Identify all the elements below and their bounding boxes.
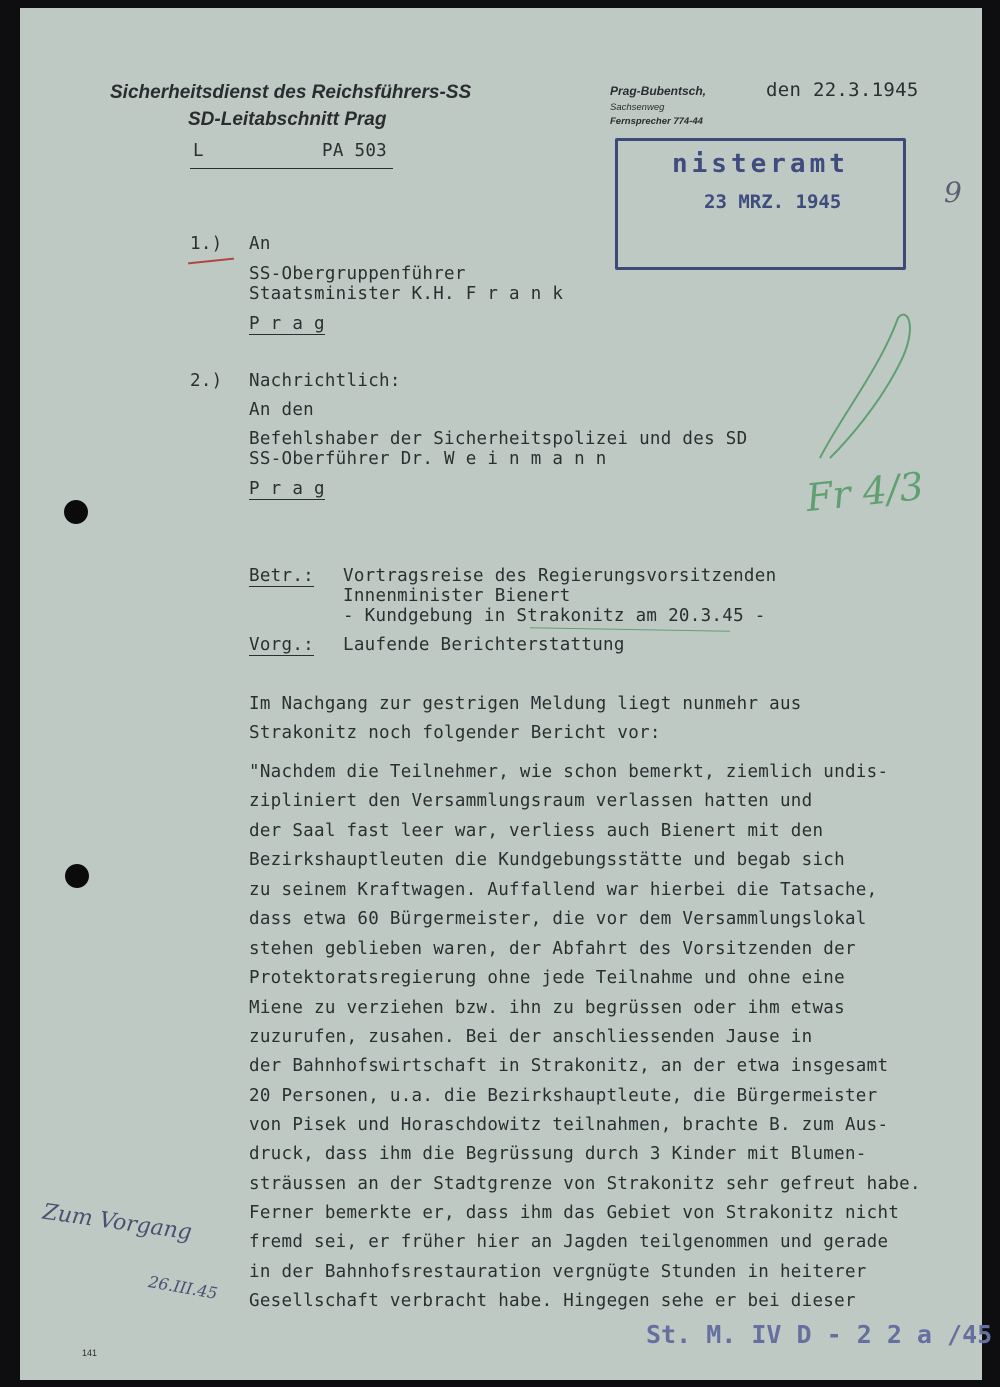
report-line: Protektoratsregierung ohne jede Teilnahme und ohne eine — [249, 968, 845, 988]
recipient1-an: An — [249, 234, 271, 254]
recipient1-rank: SS-Obergruppenführer — [249, 264, 466, 284]
betr-label: Betr.: — [249, 566, 315, 586]
report-line: in der Bahnhofsrestauration vergnügte Stunden in heiterer — [249, 1262, 867, 1282]
receipt-stamp — [615, 138, 906, 270]
recipient2-label: Nachrichtlich: — [249, 371, 401, 391]
intro-line: Strakonitz noch folgender Bericht vor: — [249, 723, 661, 743]
report-line: Miene zu verziehen bzw. ihn zu begrüssen oder ihm etwas — [249, 998, 845, 1018]
report-line: zuzurufen, zusahen. Bei der anschliessenden Jause in — [249, 1027, 813, 1047]
report-line: stehen geblieben waren, der Abfahrt des Vorsitzenden der — [249, 939, 856, 959]
report-line: Ferner bemerkte er, dass ihm das Gebiet von Strakonitz nicht — [249, 1203, 900, 1223]
report-line: Gesellschaft verbracht habe. Hingegen sehe er bei dieser — [249, 1291, 856, 1311]
recipient2-office: Befehlshaber der Sicherheitspolizei und des SD — [249, 429, 748, 449]
green-initials: Fr 4/3 — [804, 463, 926, 521]
letterhead-line2: SD-Leitabschnitt Prag — [188, 109, 387, 130]
report-line: "Nachdem die Teilnehmer, wie schon bemerkt, ziemlich undis- — [249, 762, 889, 782]
margin-note-line1: Zum Vorgang — [40, 1199, 194, 1246]
vorg-label: Vorg.: — [249, 635, 315, 655]
sender-city: Prag-Bubentsch, — [610, 84, 707, 98]
page-number: 9 — [944, 176, 962, 209]
sender-phone: Fernsprecher 774-44 — [610, 116, 703, 127]
green-pencil-mark — [780, 308, 930, 558]
letter-date: den 22.3.1945 — [766, 79, 919, 101]
intro-line: Im Nachgang zur gestrigen Meldung liegt nunmehr aus — [249, 694, 802, 714]
green-underline — [530, 627, 730, 631]
archive-reference: St. M. IV D - 2 2 a /45 — [646, 1320, 993, 1349]
report-line: 20 Personen, u.a. die Bezirkshauptleute, die Bürgermeister — [249, 1086, 878, 1106]
stamp-office: nisteramt — [672, 149, 849, 179]
vorg-text: Laufende Berichterstattung — [343, 635, 625, 655]
letterhead-line1: Sicherheitsdienst des Reichsführers-SS — [110, 82, 472, 103]
recipient1-city: P r a g — [249, 314, 325, 334]
report-line: dass etwa 60 Bürgermeister, die vor dem Versammlungslokal — [249, 909, 867, 929]
stamp-date: 23 MRZ. 1945 — [704, 191, 842, 213]
reference-l: L — [193, 141, 204, 161]
recipient1-number: 1.) — [190, 234, 223, 254]
recipient2-number: 2.) — [190, 371, 223, 391]
betr-line1: Vortragsreise des Regierungsvorsitzenden — [343, 566, 777, 586]
recipient2-an: An den — [249, 400, 315, 420]
punch-hole-bottom — [65, 864, 89, 888]
margin-note-line2: 26.III.45 — [146, 1272, 219, 1303]
report-line: der Bahnhofswirtschaft in Strakonitz, an der etwa insgesamt — [249, 1056, 889, 1076]
report-line: sträussen an der Stadtgrenze von Strakonitz sehr gefreut habe. — [249, 1174, 921, 1194]
recipient2-city: P r a g — [249, 479, 325, 499]
document-page — [20, 8, 993, 1380]
report-line: der Saal fast leer war, verliess auch Bienert mit den — [249, 821, 824, 841]
betr-line2: Innenminister Bienert — [343, 586, 571, 606]
red-check-mark — [188, 258, 234, 265]
report-line: zipliniert den Versammlungsraum verlassen hatten und — [249, 791, 813, 811]
report-line: von Pisek und Horaschdowitz teilnahmen, brachte B. zum Aus- — [249, 1115, 889, 1135]
reference-underline — [190, 168, 393, 169]
sender-street: Sachsenweg — [610, 102, 665, 113]
report-line: Bezirkshauptleuten die Kundgebungsstätte und begab sich — [249, 850, 845, 870]
betr-line3: - Kundgebung in Strakonitz am 20.3.45 - — [343, 606, 766, 626]
report-line: druck, dass ihm die Begrüssung durch 3 Kinder mit Blumen- — [249, 1144, 867, 1164]
reference-pa: PA 503 — [322, 141, 388, 161]
punch-hole-top — [64, 500, 88, 524]
report-line: fremd sei, er früher hier an Jagden teilgenommen und gerade — [249, 1232, 889, 1252]
recipient1-name: Staatsminister K.H. F r a n k — [249, 284, 564, 304]
recipient2-rank-name: SS-Oberführer Dr. W e i n m a n n — [249, 449, 607, 469]
form-code: 141 — [82, 1348, 98, 1358]
report-line: zu seinem Kraftwagen. Auffallend war hierbei die Tatsache, — [249, 880, 878, 900]
